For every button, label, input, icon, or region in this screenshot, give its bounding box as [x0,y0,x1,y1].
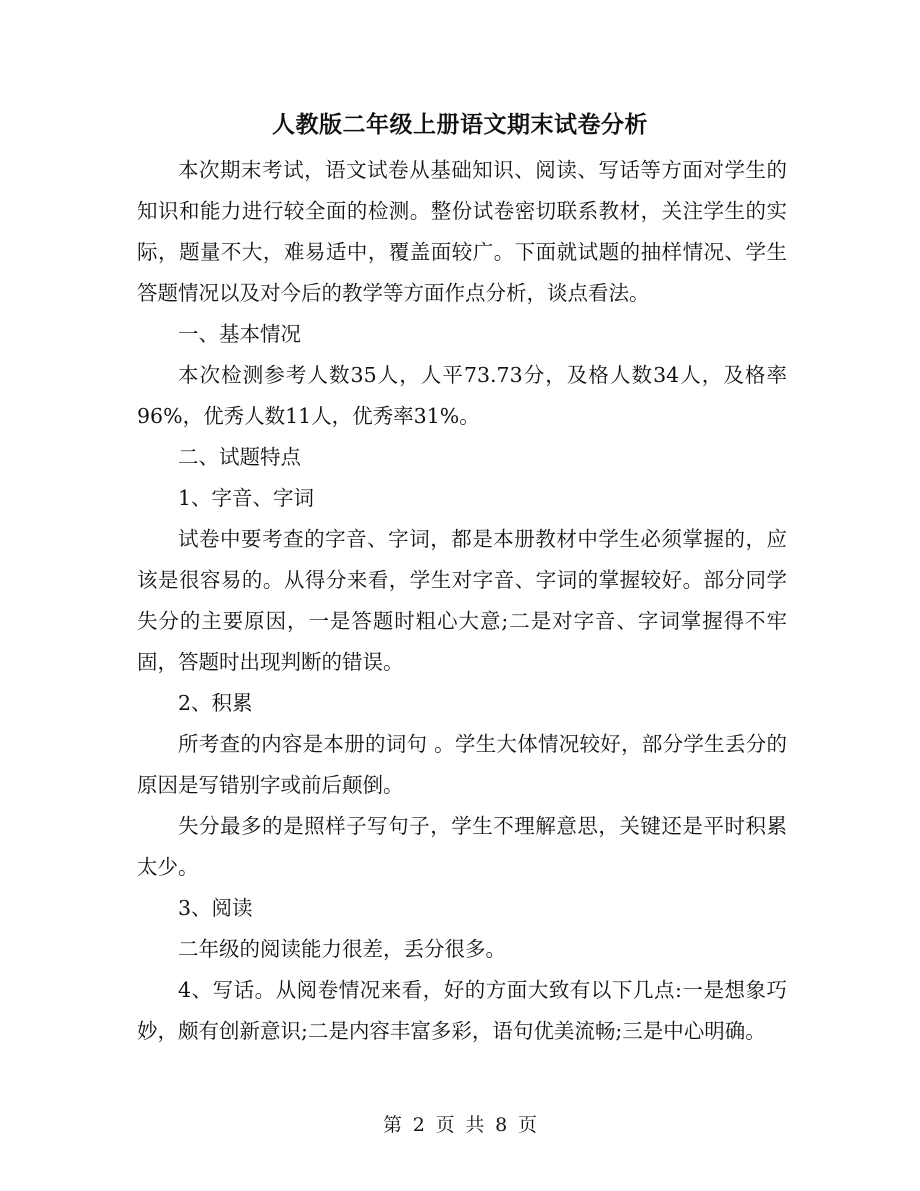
page-number-footer: 第 2 页 共 8 页 [382,1114,538,1136]
basic-info-paragraph: 本次检测参考人数35人，人平73.73分，及格人数34人，及格率96%，优秀人数11人，优秀率31%。 [137,363,787,428]
reading-paragraph: 二年级的阅读能力很差，丢分很多。 [178,937,506,961]
intro-paragraph: 本次期末考试，语文试卷从基础知识、阅读、写话等方面对学生的知识和能力进行较全面的检测。整份试卷密切联系教材，关注学生的实际，题量不大，难易适中，覆盖面较广。下面就试题的抽样情况、学生答题情况以及对今后的教学等方面作点分析，谈点看法。 [137,158,787,305]
accumulation-paragraph-2: 失分最多的是照样子写句子，学生不理解意思，关键还是平时积累太少。 [137,814,787,879]
accumulation-paragraph-1: 所考查的内容是本册的词句 。学生大体情况较好，部分学生丢分的原因是写错别字或前后颠倒。 [137,732,787,797]
subheading-accumulation: 2、积累 [178,691,253,715]
pronunciation-words-paragraph: 试卷中要考查的字音、字词，都是本册教材中学生必须掌握的，应该是很容易的。从得分来看，学生对字音、字词的掌握较好。部分同学失分的主要原因，一是答题时粗心大意;二是对字音、字词掌握得不牢固，答题时出现判断的错误。 [137,527,787,674]
writing-paragraph: 4、写话。从阅卷情况来看，好的方面大致有以下几点:一是想象巧妙，颇有创新意识;二是内容丰富多彩，语句优美流畅;三是中心明确。 [137,978,787,1043]
subheading-reading: 3、阅读 [178,896,253,920]
section-heading-features: 二、试题特点 [178,445,301,469]
document-title: 人教版二年级上册语文期末试卷分析 [272,111,648,138]
document-body [137,150,787,1052]
section-heading-basic-info: 一、基本情况 [178,322,301,346]
subheading-pronunciation-words: 1、字音、字词 [178,486,315,510]
